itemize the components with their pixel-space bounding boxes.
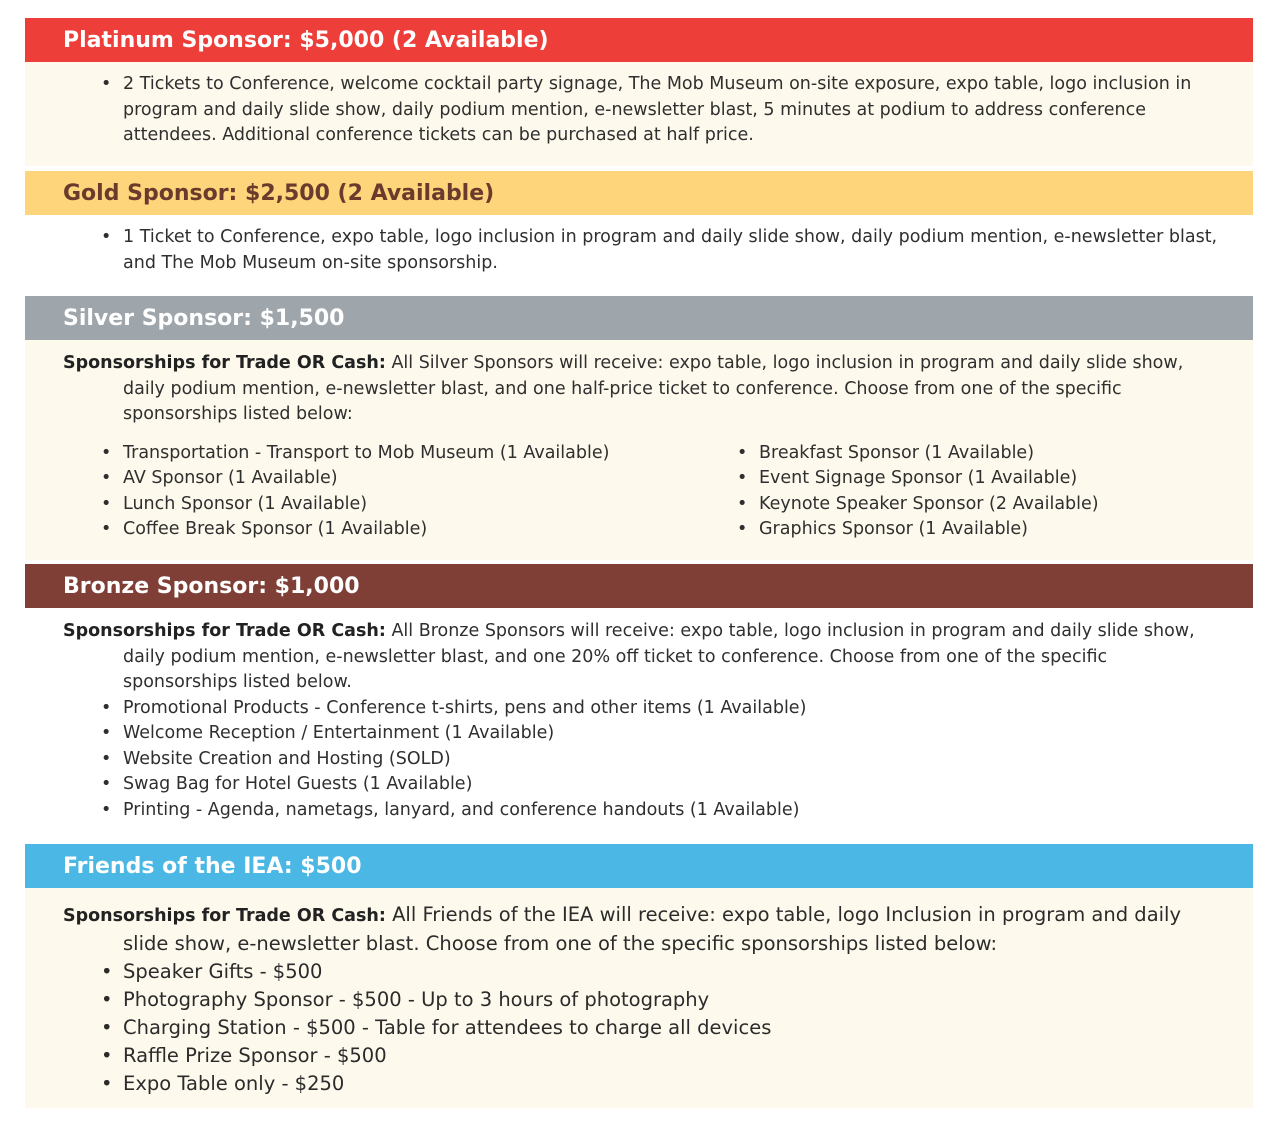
platinum-benefits-list [25,72,1253,149]
gold-benefits-list [25,225,1253,276]
list-item: • Coffee Break Sponsor (1 Available) [25,517,661,543]
list-item: • Event Signage Sponsor (1 Available) [737,466,1099,492]
list-item: • Breakfast Sponsor (1 Available) [737,441,1099,467]
list-item: • 2 Tickets to Conference, welcome cocktail party signage, The Mob Museum on-site exposure, expo table, logo inclusion in program and daily slide show, daily podium mention, e-newsletter blast, 5 minutes at podium to address conference attendees. Additional conference tickets can be purchased at half price. [25,72,1253,149]
list-item: • Raffle Prize Sponsor - $500 [25,1042,1253,1070]
silver-options [25,441,1253,543]
bronze-heading: Bronze Sponsor: $1,000 [25,564,1253,608]
list-item: • Keynote Speaker Sponsor (2 Available) [737,492,1099,518]
silver-options-left [25,441,661,543]
list-item: • Welcome Reception / Entertainment (1 Available) [25,721,1253,747]
list-item: • Promotional Products - Conference t-shirts, pens and other items (1 Available) [25,696,1253,722]
list-item: • Expo Table only - $250 [25,1070,1253,1098]
silver-heading: Silver Sponsor: $1,500 [25,296,1253,340]
friends-intro [25,901,1253,958]
list-item: • Website Creation and Hosting (SOLD) [25,747,1253,773]
list-item: • Printing - Agenda, nametags, lanyard, and conference handouts (1 Available) [25,798,1253,824]
gold-panel [25,215,1253,287]
list-item: • AV Sponsor (1 Available) [25,466,661,492]
gold-heading: Gold Sponsor: $2,500 (2 Available) [25,171,1253,215]
friends-intro-text: All Friends of the IEA will receive: expo table, logo Inclusion in program and daily slide show, e-newsletter blast. Choose from one of the specific sponsorships listed below: [123,903,1182,955]
platinum-panel [25,62,1253,166]
silver-intro [25,351,1253,428]
list-item: • Speaker Gifts - $500 [25,958,1253,986]
list-item: • Photography Sponsor - $500 - Up to 3 hours of photography [25,986,1253,1014]
platinum-heading: Platinum Sponsor: $5,000 (2 Available) [25,18,1253,62]
silver-intro-label: Sponsorships for Trade OR Cash: [63,353,386,373]
list-item: • Swag Bag for Hotel Guests (1 Available) [25,772,1253,798]
list-item: • Graphics Sponsor (1 Available) [737,517,1099,543]
list-item: • Transportation - Transport to Mob Museum (1 Available) [25,441,661,467]
list-item: • Charging Station - $500 - Table for attendees to charge all devices [25,1014,1253,1042]
bronze-intro [25,619,1253,696]
friends-intro-label: Sponsorships for Trade OR Cash: [63,906,386,926]
friends-options-list [25,958,1253,1098]
bronze-intro-label: Sponsorships for Trade OR Cash: [63,621,386,641]
bronze-options-list [25,696,1253,824]
list-item: • Lunch Sponsor (1 Available) [25,492,661,518]
bronze-panel [25,608,1253,836]
list-item: • 1 Ticket to Conference, expo table, logo inclusion in program and daily slide show, daily podium mention, e-newsletter blast, and The Mob Museum on-site sponsorship. [25,225,1253,276]
silver-intro-text: All Silver Sponsors will receive: expo table, logo inclusion in program and daily slide show, daily podium mention, e-newsletter blast, and one half-price ticket to conference. Choose from one of the specific sponsorships listed below: [123,353,1184,424]
friends-panel [25,888,1253,1108]
friends-heading: Friends of the IEA: $500 [25,844,1253,888]
bronze-intro-text: All Bronze Sponsors will receive: expo table, logo inclusion in program and daily slide show, daily podium mention, e-newsletter blast, and one 20% off ticket to conference. Choose from one of the specific sponsorships listed below. [123,621,1195,692]
silver-panel [25,340,1253,560]
silver-options-right [737,441,1099,543]
